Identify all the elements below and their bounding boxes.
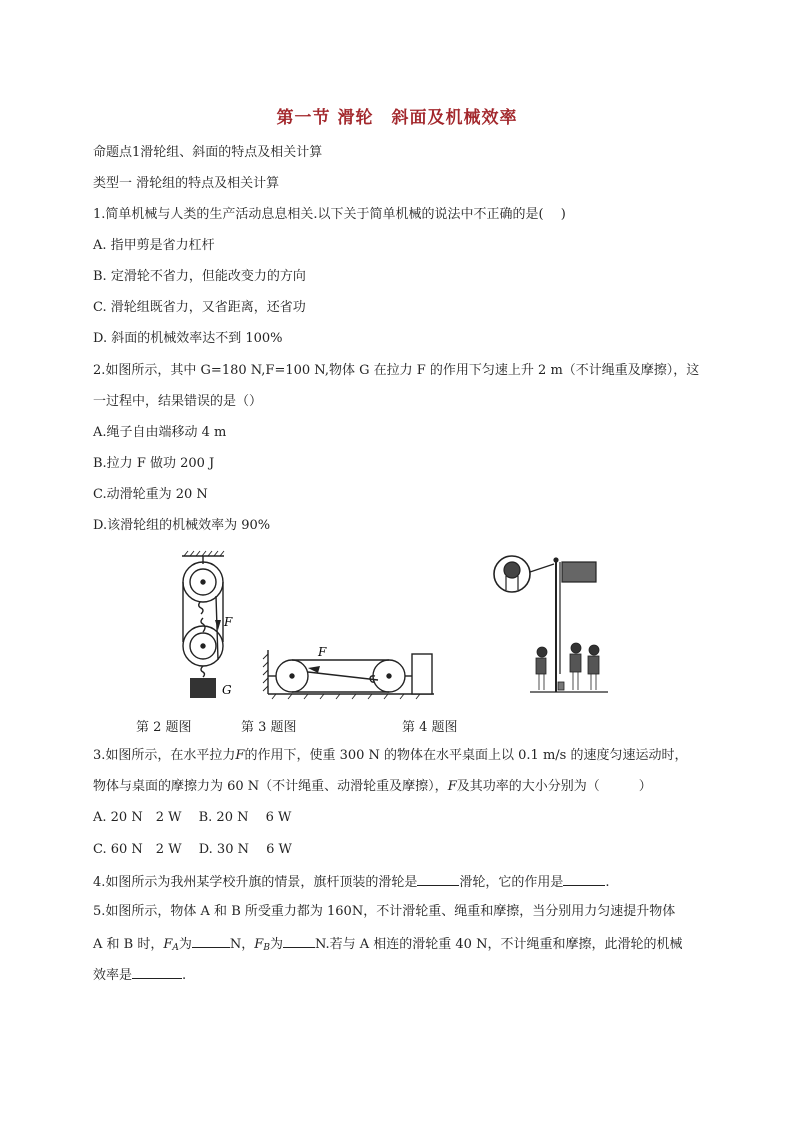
figure-3-force-label: F — [318, 645, 327, 659]
answer-blank[interactable] — [192, 935, 230, 948]
force-b-symbol: F — [254, 937, 264, 952]
question-5-line3 — [93, 966, 186, 984]
force-b-subscript: B — [263, 943, 270, 953]
question-1-option-c: C. 滑轮组既省力，又省距离，还省功 — [93, 300, 306, 315]
students-group — [536, 643, 599, 690]
q3-text: 3.如图所示，在水平拉力 — [93, 748, 236, 763]
figure-4-flag-raising — [490, 554, 608, 702]
question-5-line2 — [93, 935, 682, 956]
answer-blank[interactable] — [563, 873, 605, 886]
hook-top — [199, 602, 203, 614]
object-block — [412, 654, 432, 694]
pull-rope — [308, 672, 378, 680]
question-1-stem: 1.简单机械与人类的生产活动息息相关.以下关于简单机械的说法中不正确的是( ) — [93, 207, 566, 222]
figure-2-weight-label: G — [222, 683, 232, 697]
question-2-option-b: B.拉力 F 做功 200 J — [93, 456, 215, 471]
figure-4-caption: 第 4 题图 — [402, 720, 458, 735]
q5-text: 为 — [178, 937, 192, 952]
hook-bottom — [201, 666, 205, 677]
q3-text: 及其功率的大小分别为（ ） — [456, 779, 652, 794]
answer-blank[interactable] — [417, 873, 459, 886]
question-3-options-cd: C. 60 N 2 W D. 30 N 6 W — [93, 842, 292, 857]
question-3-line1 — [93, 748, 687, 764]
q3-text: 的作用下，使重 300 N 的物体在水平桌面上以 0.1 m/s 的速度匀速运动时， — [244, 748, 688, 763]
flag — [562, 562, 596, 582]
q4-text: 滑轮，它的作用是 — [459, 875, 564, 890]
figure-3-caption: 第 3 题图 — [241, 720, 297, 735]
force-a-subscript: A — [172, 943, 179, 953]
q4-text: . — [605, 875, 610, 890]
question-2-stem-line1: 2.如图所示，其中 G=180 N,F=100 N,物体 G 在拉力 F 的作用下匀速上升 2 m（不计绳重及摩擦），这 — [93, 363, 700, 378]
question-3-options-ab: A. 20 N 2 W B. 20 N 6 W — [93, 810, 292, 825]
page-title: 第一节 滑轮 斜面及机械效率 — [276, 108, 518, 128]
q4-text: 4.如图所示为我州某学校升旗的情景，旗杆顶装的滑轮是 — [93, 875, 418, 890]
question-1-option-b: B. 定滑轮不省力，但能改变力的方向 — [93, 269, 306, 284]
question-1-option-a: A. 指甲剪是省力杠杆 — [93, 238, 215, 253]
answer-blank[interactable] — [283, 935, 315, 948]
question-2-stem-line2: 一过程中，结果错误的是（） — [93, 394, 263, 409]
question-2-option-c: C.动滑轮重为 20 N — [93, 487, 208, 502]
answer-blank[interactable] — [132, 966, 182, 979]
question-3-line2 — [93, 779, 652, 795]
figure-2-force-label: F — [224, 615, 233, 629]
q5-text: N.若与 A 相连的滑轮重 40 N，不计绳重和摩擦，此滑轮的机械 — [314, 937, 683, 952]
q3-force-symbol: F — [235, 748, 245, 763]
question-4 — [93, 873, 610, 891]
weight-block — [190, 678, 216, 698]
subsection-heading: 类型一 滑轮组的特点及相关计算 — [93, 176, 280, 191]
q3-force-symbol: F — [447, 779, 457, 794]
question-2-option-a: A.绳子自由端移动 4 m — [93, 425, 227, 440]
question-2-option-d: D.该滑轮组的机械效率为 90% — [93, 518, 271, 533]
figure-3-horizontal-pulley — [262, 640, 442, 700]
q5-text: 效率是 — [93, 968, 133, 983]
force-a-symbol: F — [163, 937, 173, 952]
q5-text: . — [182, 968, 187, 983]
figure-2-pulley-system — [180, 550, 240, 700]
figure-2-caption: 第 2 题图 — [136, 720, 192, 735]
section-heading: 命题点1滑轮组、斜面的特点及相关计算 — [93, 145, 323, 160]
question-1-option-d: D. 斜面的机械效率达不到 100% — [93, 331, 283, 346]
q5-text: 为 — [269, 937, 283, 952]
q5-text: N， — [229, 937, 255, 952]
q3-text: 物体与桌面的摩擦力为 60 N（不计绳重、动滑轮重及摩擦）， — [93, 779, 448, 794]
question-5-line1: 5.如图所示，物体 A 和 B 所受重力都为 160N，不计滑轮重、绳重和摩擦，当分别用力匀速提升物体 — [93, 904, 676, 919]
force-arrow-head — [215, 620, 221, 630]
q5-text: A 和 B 时， — [93, 937, 164, 952]
